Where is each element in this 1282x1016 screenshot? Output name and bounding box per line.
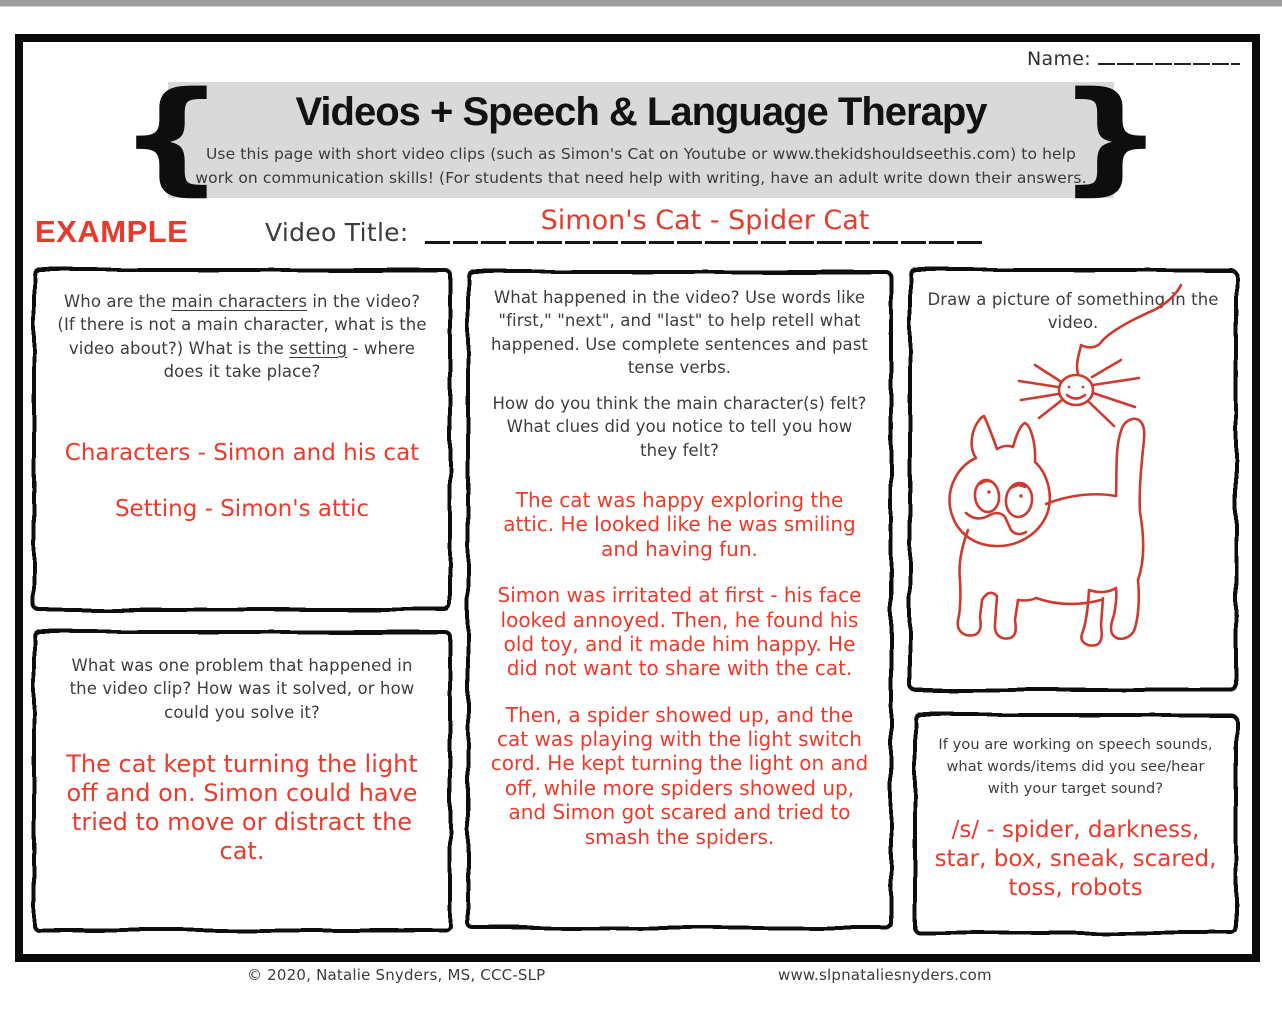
answer-speech-sounds: /s/ - spider, darkness, star, box, sneak, scared, toss, robots: [934, 817, 1217, 901]
window-top-edge: [0, 0, 1282, 7]
answer-characters: Characters - Simon and his cat: [64, 439, 420, 466]
spider-drawing: [1019, 285, 1181, 426]
cat-drawing: [950, 416, 1145, 646]
worksheet-subtitle-line2: work on communication skills! (For students that need help with writing, have an adult write down their answers.: [195, 168, 1087, 187]
question-feelings: How do you think the main character(s) felt? What clues did you notice to tell you how they felt?: [492, 393, 867, 460]
drawing-box: [908, 268, 1238, 692]
question-retell: What happened in the video? Use words like "first," "next", and "last" to help retell what happened. Use complete sentences and past tense verbs.: [490, 288, 868, 378]
question-problem: What was one problem that happened in the video clip? How was it solved, or how could you solve it?: [69, 656, 415, 722]
video-title-answer: Simon's Cat - Spider Cat: [540, 205, 870, 236]
question-box-problem: [32, 630, 452, 932]
example-label: EXAMPLE: [35, 214, 189, 249]
answer-retell-3: Then, a spider showed up, and the cat was playing with the light switch cord. He kept turning the light on and off, while more spiders showed up, and Simon got scared and tried to smash the spiders.: [490, 702, 869, 849]
question-box-retell: [466, 270, 893, 930]
question-draw: Draw a picture of something in the video.: [927, 290, 1219, 333]
video-title-blank-line: [425, 241, 985, 244]
name-blank-line: [1098, 49, 1240, 65]
curly-brace-right: }: [1056, 65, 1165, 208]
footer-website: www.slpnataliesnyders.com: [778, 966, 992, 984]
question-box-characters-setting: [32, 268, 452, 612]
question-speech-sounds: If you are working on speech sounds, what words/items did you see/hear with your target sound?: [938, 737, 1213, 797]
page-frame: [15, 34, 1260, 962]
answer-retell-1: The cat was happy exploring the attic. He looked like he was smiling and having fun.: [503, 487, 856, 561]
answer-setting: Setting - Simon's attic: [114, 495, 370, 522]
name-label: Name:: [1027, 48, 1091, 70]
speech-sounds-box: [913, 713, 1238, 935]
worksheet-subtitle-line1: Use this page with short video clips (such as Simon's Cat on Youtube or www.thekidshouldseethis.com) to help: [205, 145, 1076, 164]
video-title-label: Video Title:: [265, 218, 409, 247]
worksheet-title: Videos + Speech & Language Therapy: [295, 90, 987, 135]
answer-retell-2: Simon was irritated at first - his face looked annoyed. Then, he found his old toy, and it made him happy. He did not want to share with the cat.: [497, 583, 862, 681]
footer-copyright: © 2020, Natalie Snyders, MS, CCC-SLP: [247, 966, 546, 984]
question-characters-setting: Who are the main characters in the video? (If there is not a main character, what is the video about?) What is the setting - where does it take place?: [57, 292, 427, 382]
curly-brace-left: {: [117, 65, 226, 208]
answer-problem: The cat kept turning the light off and on. Simon could have tried to move or distract the cat.: [66, 750, 418, 865]
header-band: [117, 65, 1165, 208]
cat-spider-drawing: [908, 268, 1238, 692]
